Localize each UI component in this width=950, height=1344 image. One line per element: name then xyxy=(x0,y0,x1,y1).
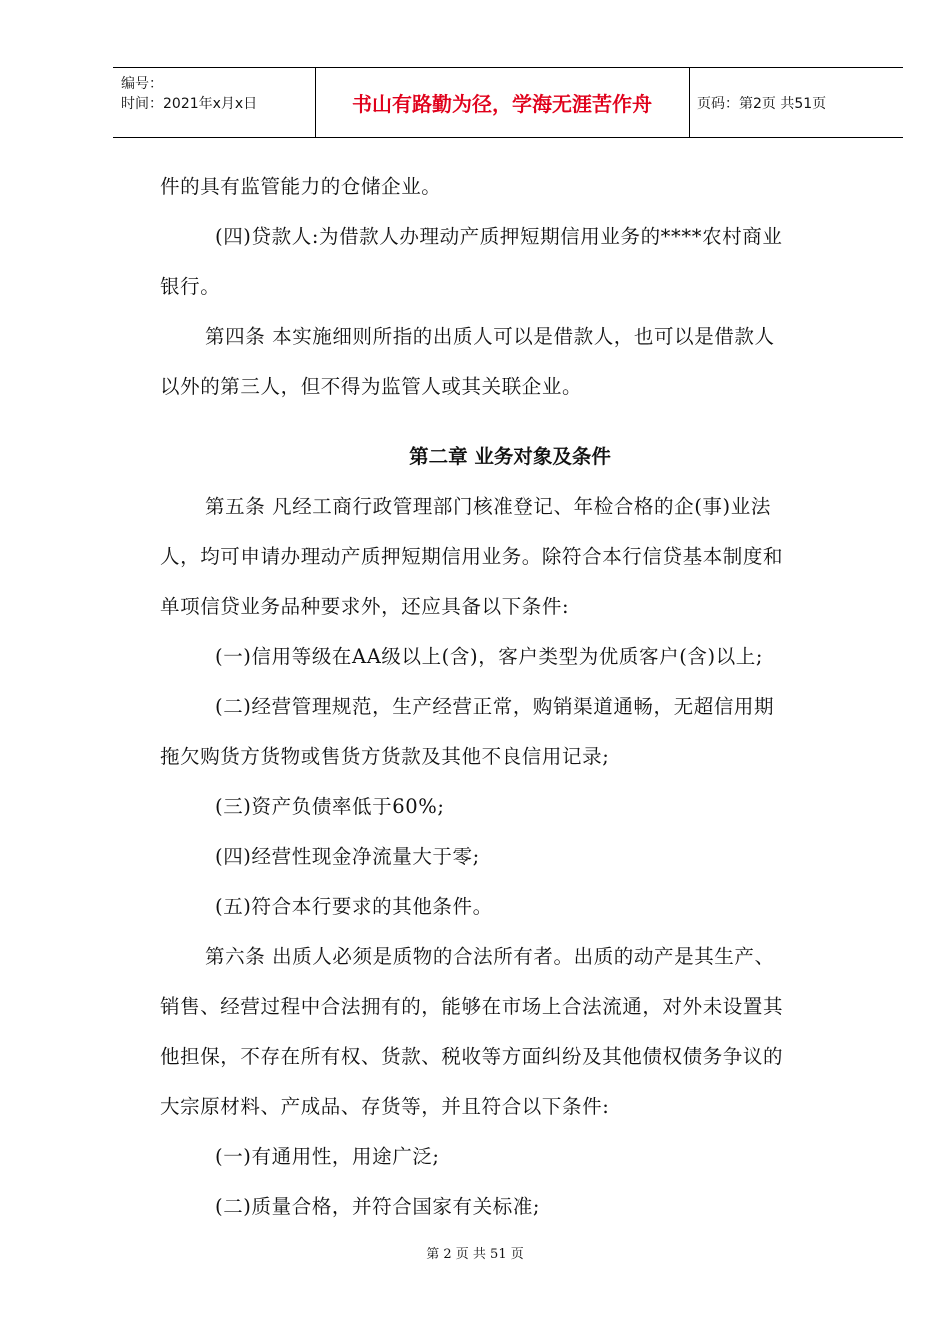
paragraph: 人，均可申请办理动产质押短期信用业务。除符合本行信贷基本制度和 xyxy=(160,545,784,568)
list-item: (二)质量合格，并符合国家有关标准; xyxy=(215,1195,541,1218)
document-number-label: 编号： xyxy=(121,76,163,92)
list-item: (一)有通用性，用途广泛; xyxy=(215,1145,440,1168)
header-page-info xyxy=(689,68,903,137)
paragraph: (四)贷款人:为借款人办理动产质押短期信用业务的****农村商业 xyxy=(215,225,783,248)
chapter-heading: 第二章 业务对象及条件 xyxy=(409,445,611,468)
list-item: (五)符合本行要求的其他条件。 xyxy=(215,895,493,918)
page-footer: 第 2 页 共 51 页 xyxy=(426,1247,524,1262)
paragraph: 以外的第三人，但不得为监管人或其关联企业。 xyxy=(160,375,583,398)
document-time-label: 时间：2021年x月x日 xyxy=(121,96,258,112)
paragraph: 单项信贷业务品种要求外，还应具备以下条件: xyxy=(160,595,570,618)
paragraph: 第六条 出质人必须是质物的合法所有者。出质的动产是其生产、 xyxy=(205,945,775,968)
paragraph: 他担保，不存在所有权、货款、税收等方面纠纷及其他债权债务争议的 xyxy=(160,1045,784,1068)
paragraph: 件的具有监管能力的仓储企业。 xyxy=(160,175,442,198)
document-body xyxy=(160,162,860,1232)
paragraph: 销售、经营过程中合法拥有的，能够在市场上合法流通，对外未设置其 xyxy=(160,995,784,1018)
list-item: (一)信用等级在AA级以上(含)，客户类型为优质客户(含)以上; xyxy=(215,645,764,668)
list-item: (三)资产负债率低于60%; xyxy=(215,795,445,818)
list-item: (二)经营管理规范，生产经营正常，购销渠道通畅，无超信用期 xyxy=(215,695,775,718)
paragraph: 银行。 xyxy=(160,275,221,298)
paragraph: 拖欠购货方货物或售货方货款及其他不良信用记录; xyxy=(160,745,610,768)
page-header xyxy=(113,67,903,138)
header-meta xyxy=(113,68,316,137)
header-motto: 书山有路勤为径，学海无涯苦作舟 xyxy=(315,68,690,137)
paragraph: 大宗原材料、产成品、存货等，并且符合以下条件: xyxy=(160,1095,610,1118)
paragraph: 第四条 本实施细则所指的出质人可以是借款人，也可以是借款人 xyxy=(205,325,775,348)
header-page-label: 页码：第2页 共51页 xyxy=(697,95,827,112)
paragraph: 第五条 凡经工商行政管理部门核准登记、年检合格的企(事)业法 xyxy=(205,495,771,518)
list-item: (四)经营性现金净流量大于零; xyxy=(215,845,480,868)
